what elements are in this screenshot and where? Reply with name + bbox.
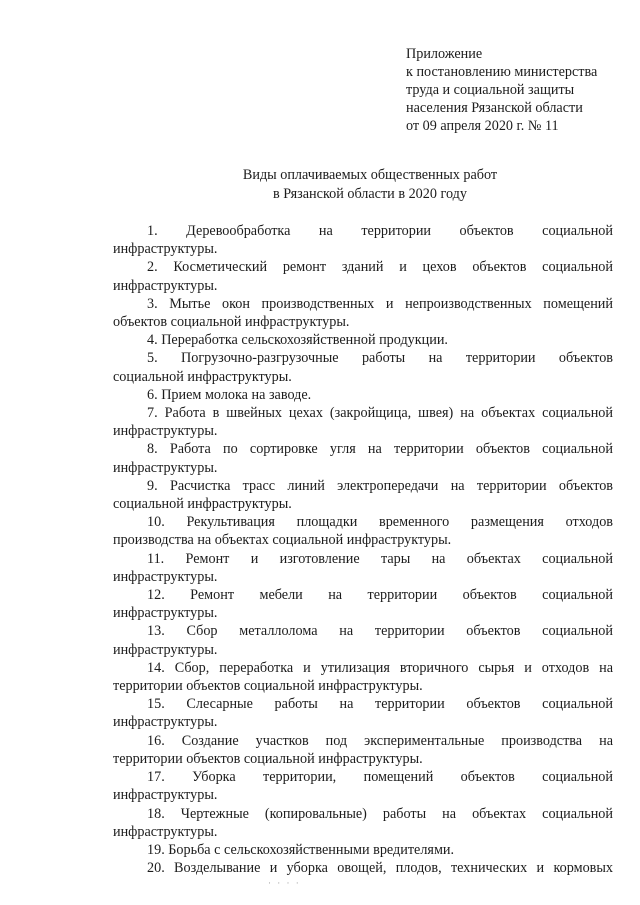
appendix-line: населения Рязанской области <box>406 100 583 116</box>
title-line: Виды оплачиваемых общественных работ <box>242 167 498 183</box>
list-item: 1. Деревообработка на территории объектов социальной инфраструктуры. <box>113 223 613 258</box>
appendix-date-line: от 09 апреля 2020 г. № 11 <box>406 118 559 134</box>
list-item: 19. Борьба с сельскохозяйственными вредителями. <box>147 841 455 858</box>
list-item: 5. Погрузочно-разгрузочные работы на территории объектов социальной инфраструктуры. <box>113 350 613 385</box>
document-title <box>110 166 630 204</box>
list-item: 20. Возделывание и уборка овощей, плодов, технических и кормовых <box>147 860 613 877</box>
list-item: 17. Уборка территории, помещений объектов социальной инфраструктуры. <box>113 769 613 804</box>
list-item: 2. Косметический ремонт зданий и цехов объектов социальной инфраструктуры. <box>113 259 613 294</box>
list-item: 9. Расчистка трасс линий электропередачи на территории объектов социальной инфраструктуры. <box>113 477 613 513</box>
list-item: 6. Прием молока на заводе. <box>147 386 312 403</box>
list-item: 4. Переработка сельскохозяйственной продукции. <box>147 332 448 349</box>
list-item: 16. Создание участков под экспериментальные производства на территории объектов социальной инфраструктуры. <box>113 732 613 767</box>
list-item: 18. Чертежные (копировальные) работы на объектах социальной инфраструктуры. <box>113 805 613 840</box>
title-line: в Рязанской области в 2020 году <box>273 186 467 202</box>
list-item: 11. Ремонт и изготовление тары на объектах социальной инфраструктуры. <box>113 550 613 585</box>
list-item: 10. Рекультивация площадки временного размещения отходов производства на объектах социальной инфраструктуры. <box>113 514 613 549</box>
list-item: 12. Ремонт мебели на территории объектов социальной инфраструктуры. <box>113 587 613 622</box>
list-item: 3. Мытье окон производственных и непроизводственных помещений объектов социальной инфраструктуры. <box>113 295 613 331</box>
list-item: 13. Сбор металлолома на территории объектов социальной инфраструктуры. <box>113 623 613 658</box>
list-item: 8. Работа по сортировке угля на территории объектов социальной инфраструктуры. <box>113 441 613 476</box>
scan-artifact: · · · · <box>268 878 301 888</box>
appendix-line: Приложение <box>406 46 483 62</box>
appendix-header <box>406 45 597 135</box>
list-item: 15. Слесарные работы на территории объектов социальной инфраструктуры. <box>113 696 613 731</box>
appendix-line: к постановлению министерства <box>406 64 598 80</box>
list-item: 7. Работа в швейных цехах (закройщица, швея) на объектах социальной инфраструктуры. <box>113 405 613 440</box>
appendix-line: труда и социальной защиты <box>406 82 575 98</box>
list-item: 14. Сбор, переработка и утилизация вторичного сырья и отходов на территории объектов социальной инфраструктуры. <box>113 659 613 695</box>
works-list <box>113 222 613 877</box>
